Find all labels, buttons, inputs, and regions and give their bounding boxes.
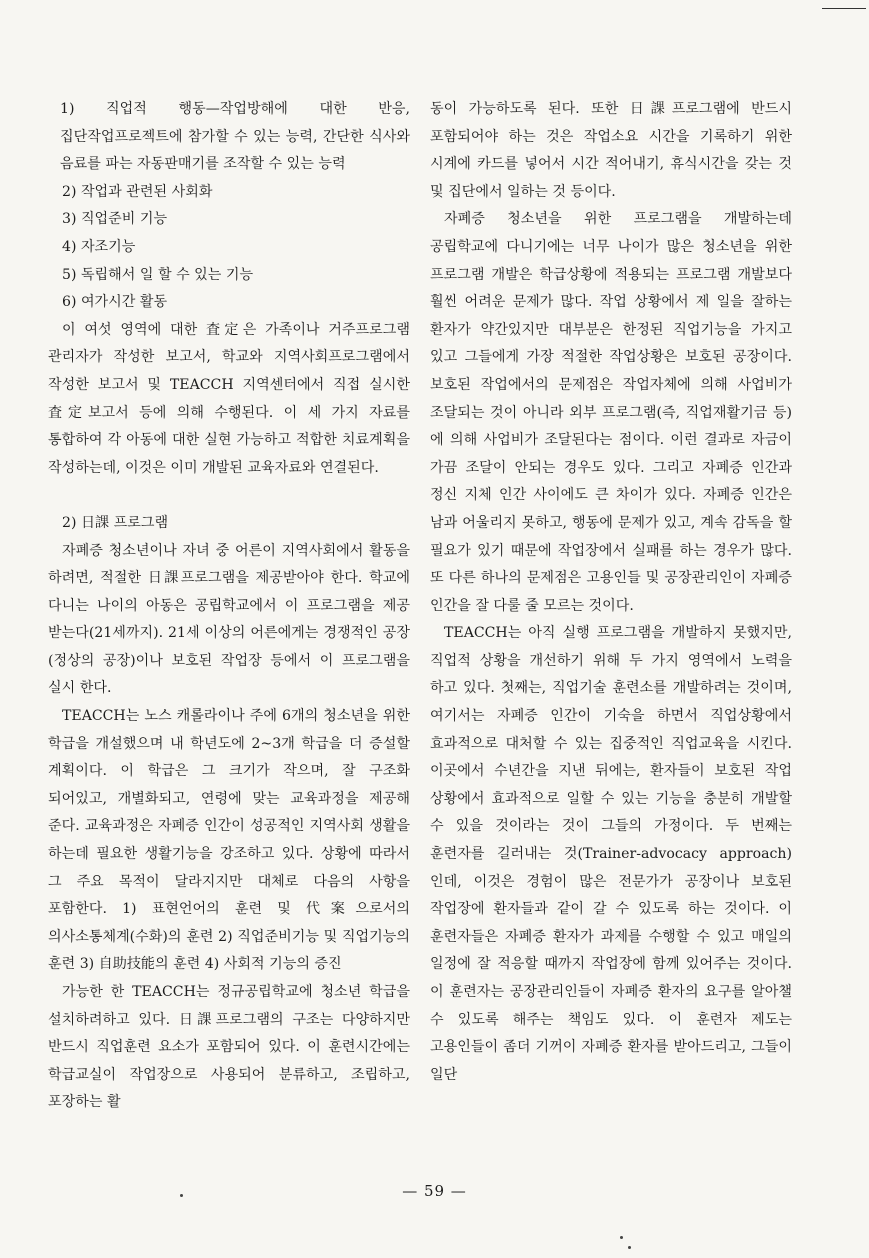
paragraph: 가능한 한 TEACCH는 정규공립학교에 청소년 학급을 설치하려하고 있다. 日課프로그램의 구조는 다양하지만 반드시 직업훈련 요소가 포함되어 있다. 이 훈련시간에는 학급교실이 작업장으로 사용되어 분류하고, 조립하고, 포장하는 활 <box>48 984 410 1111</box>
scan-speck <box>628 1246 631 1249</box>
list-item-3: 3) 직업준비 기능 <box>62 211 168 228</box>
paragraph: 동이 가능하도록 된다. 또한 日課프로그램에 반드시 포함되어야 하는 것은 작업소요 시간을 기록하기 위한 시계에 카드를 넣어서 시간 적어내기, 휴식시간을 갖는 것 및 집단에서 일하는 것 등이다. <box>430 101 792 200</box>
paragraph: 자폐증 청소년이나 자녀 중 어른이 지역사회에서 활동을 하려면, 적절한 日課프로그램을 제공받아야 한다. 학교에 다니는 나이의 아동은 공립학교에서 이 프로그램을 제공 받는다(21세까지). 21세 이상의 어른에게는 경쟁적인 공장(정상의 공장)이나 보호된 작업장 등에서 이 프로그램을 실시 한다. <box>48 542 410 697</box>
section-heading: 2) 日課 프로그램 <box>62 514 169 531</box>
paragraph: TEACCH는 노스 캐롤라이나 주에 6개의 청소년을 위한 학급을 개설했으며 내 학년도에 2~3개 학급을 더 증설할 계획이다. 이 학급은 그 크기가 작으며, 잘 구조화 되어있고, 개별화되고, 연령에 맞는 교육과정을 제공해 준다. 교육과정은 자폐증 인간이 성공적인 지역사회 생활을 하는데 필요한 생활기능을 강조하고 있다. 상황에 따라서 그 주요 목적이 달라지지만 대체로 다음의 사항을 포함한다. 1) 표현언어의 훈련 및 代案으로서의 의사소통체계(수화)의 훈련 2) 직업준비기능 및 직업기능의 훈련 3) 自助技能의 훈련 4) 사회적 기능의 증진 <box>48 708 410 973</box>
right-column <box>430 96 792 1089</box>
left-column <box>48 96 410 1117</box>
paragraph: 이 여섯 영역에 대한 査定은 가족이나 거주프로그램 관리자가 작성한 보고서, 학교와 지역사회프로그램에서 작성한 보고서 및 TEACCH 지역센터에서 직접 실시한 査定보고서 등에 의해 수행된다. 이 세 가지 자료를 통합하여 각 아동에 대한 실현 가능하고 적합한 치료계획을 작성하는데, 이것은 이미 개발된 교육자료와 연결된다. <box>48 321 410 476</box>
list-item-6: 6) 여가시간 활동 <box>62 294 168 311</box>
spacer <box>48 482 410 510</box>
paragraph: 자폐증 청소년을 위한 프로그램을 개발하는데 공립학교에 다니기에는 너무 나이가 많은 청소년을 위한 프로그램 개발은 학급상황에 적용되는 프로그램 개발보다 훨씬 어려운 문제가 많다. 작업 상황에서 제 일을 잘하는 환자가 약간있지만 대부분은 한정된 직업기능을 가지고 있고 그들에게 가장 적절한 작업상황은 보호된 공장이다. 보호된 작업에서의 문제점은 작업자체에 의해 사업비가 조달되는 것이 아니라 외부 프로그램(즉, 직업재활기금 등)에 의해 사업비가 조달된다는 점이다. 이런 결과로 자금이 가끔 조달이 안되는 경우도 있다. 그리고 자폐증 인간과 정신 지체 인간 사이에도 큰 차이가 있다. 자폐증 인간은 남과 어울리지 못하고, 행동에 문제가 있고, 계속 감독을 할 필요가 있기 때문에 작업장에서 실패를 하는 경우가 많다. 또 다른 하나의 문제점은 고용인들 및 공장관리인이 자폐증 인간을 잘 다룰 줄 모르는 것이다. <box>430 211 792 614</box>
list-item-1: 1) 직업적 행동—작업방해에 대한 반응, 집단작업프로젝트에 참가할 수 있는 능력, 간단한 식사와 음료를 파는 자동판매기를 조작할 수 있는 능력 <box>60 101 410 173</box>
list-item-2: 2) 작업과 관련된 사회화 <box>62 183 213 200</box>
scan-speck <box>180 1194 183 1197</box>
list-item-5: 5) 독립해서 일 할 수 있는 기능 <box>62 266 254 283</box>
list-item-4: 4) 자조기능 <box>62 238 136 255</box>
scan-speck <box>620 1236 623 1239</box>
paragraph: TEACCH는 아직 실행 프로그램을 개발하지 못했지만, 직업적 상황을 개선하기 위해 두 가지 영역에서 노력을 하고 있다. 첫째는, 직업기술 훈련소를 개발하려는 것이며, 여기서는 자폐증 인간이 기숙을 하면서 직업상황에서 효과적으로 대처할 수 있는 집중적인 직업교육을 시킨다. 이곳에서 수년간을 지낸 뒤에는, 환자들이 보호된 작업 상황에서 효과적으로 일할 수 있는 기능을 충분히 개발할 수 있을 것이라는 것이 그들의 가정이다. 두 번째는 훈련자를 길러내는 것(Trainer-advocacy approach)인데, 이것은 경험이 많은 전문가가 공장이나 보호된 작업장에 환자들과 같이 갈 수 있도록 하는 것이다. 이 훈련자들은 자폐증 환자가 과제를 수행할 수 있고 매일의 일정에 잘 적응할 때까지 작업장에 함께 있어주는 것이다. 이 훈련자는 공장관리인들이 자폐증 환자의 요구를 알아챌 수 있도록 해주는 책임도 있다. 이 훈련자 제도는 고용인들이 좀더 기꺼이 자폐증 환자를 받아드리고, 그들이 일단 <box>430 625 792 1083</box>
scan-edge-line <box>822 8 866 9</box>
page-number: — 59 — <box>402 1182 467 1200</box>
